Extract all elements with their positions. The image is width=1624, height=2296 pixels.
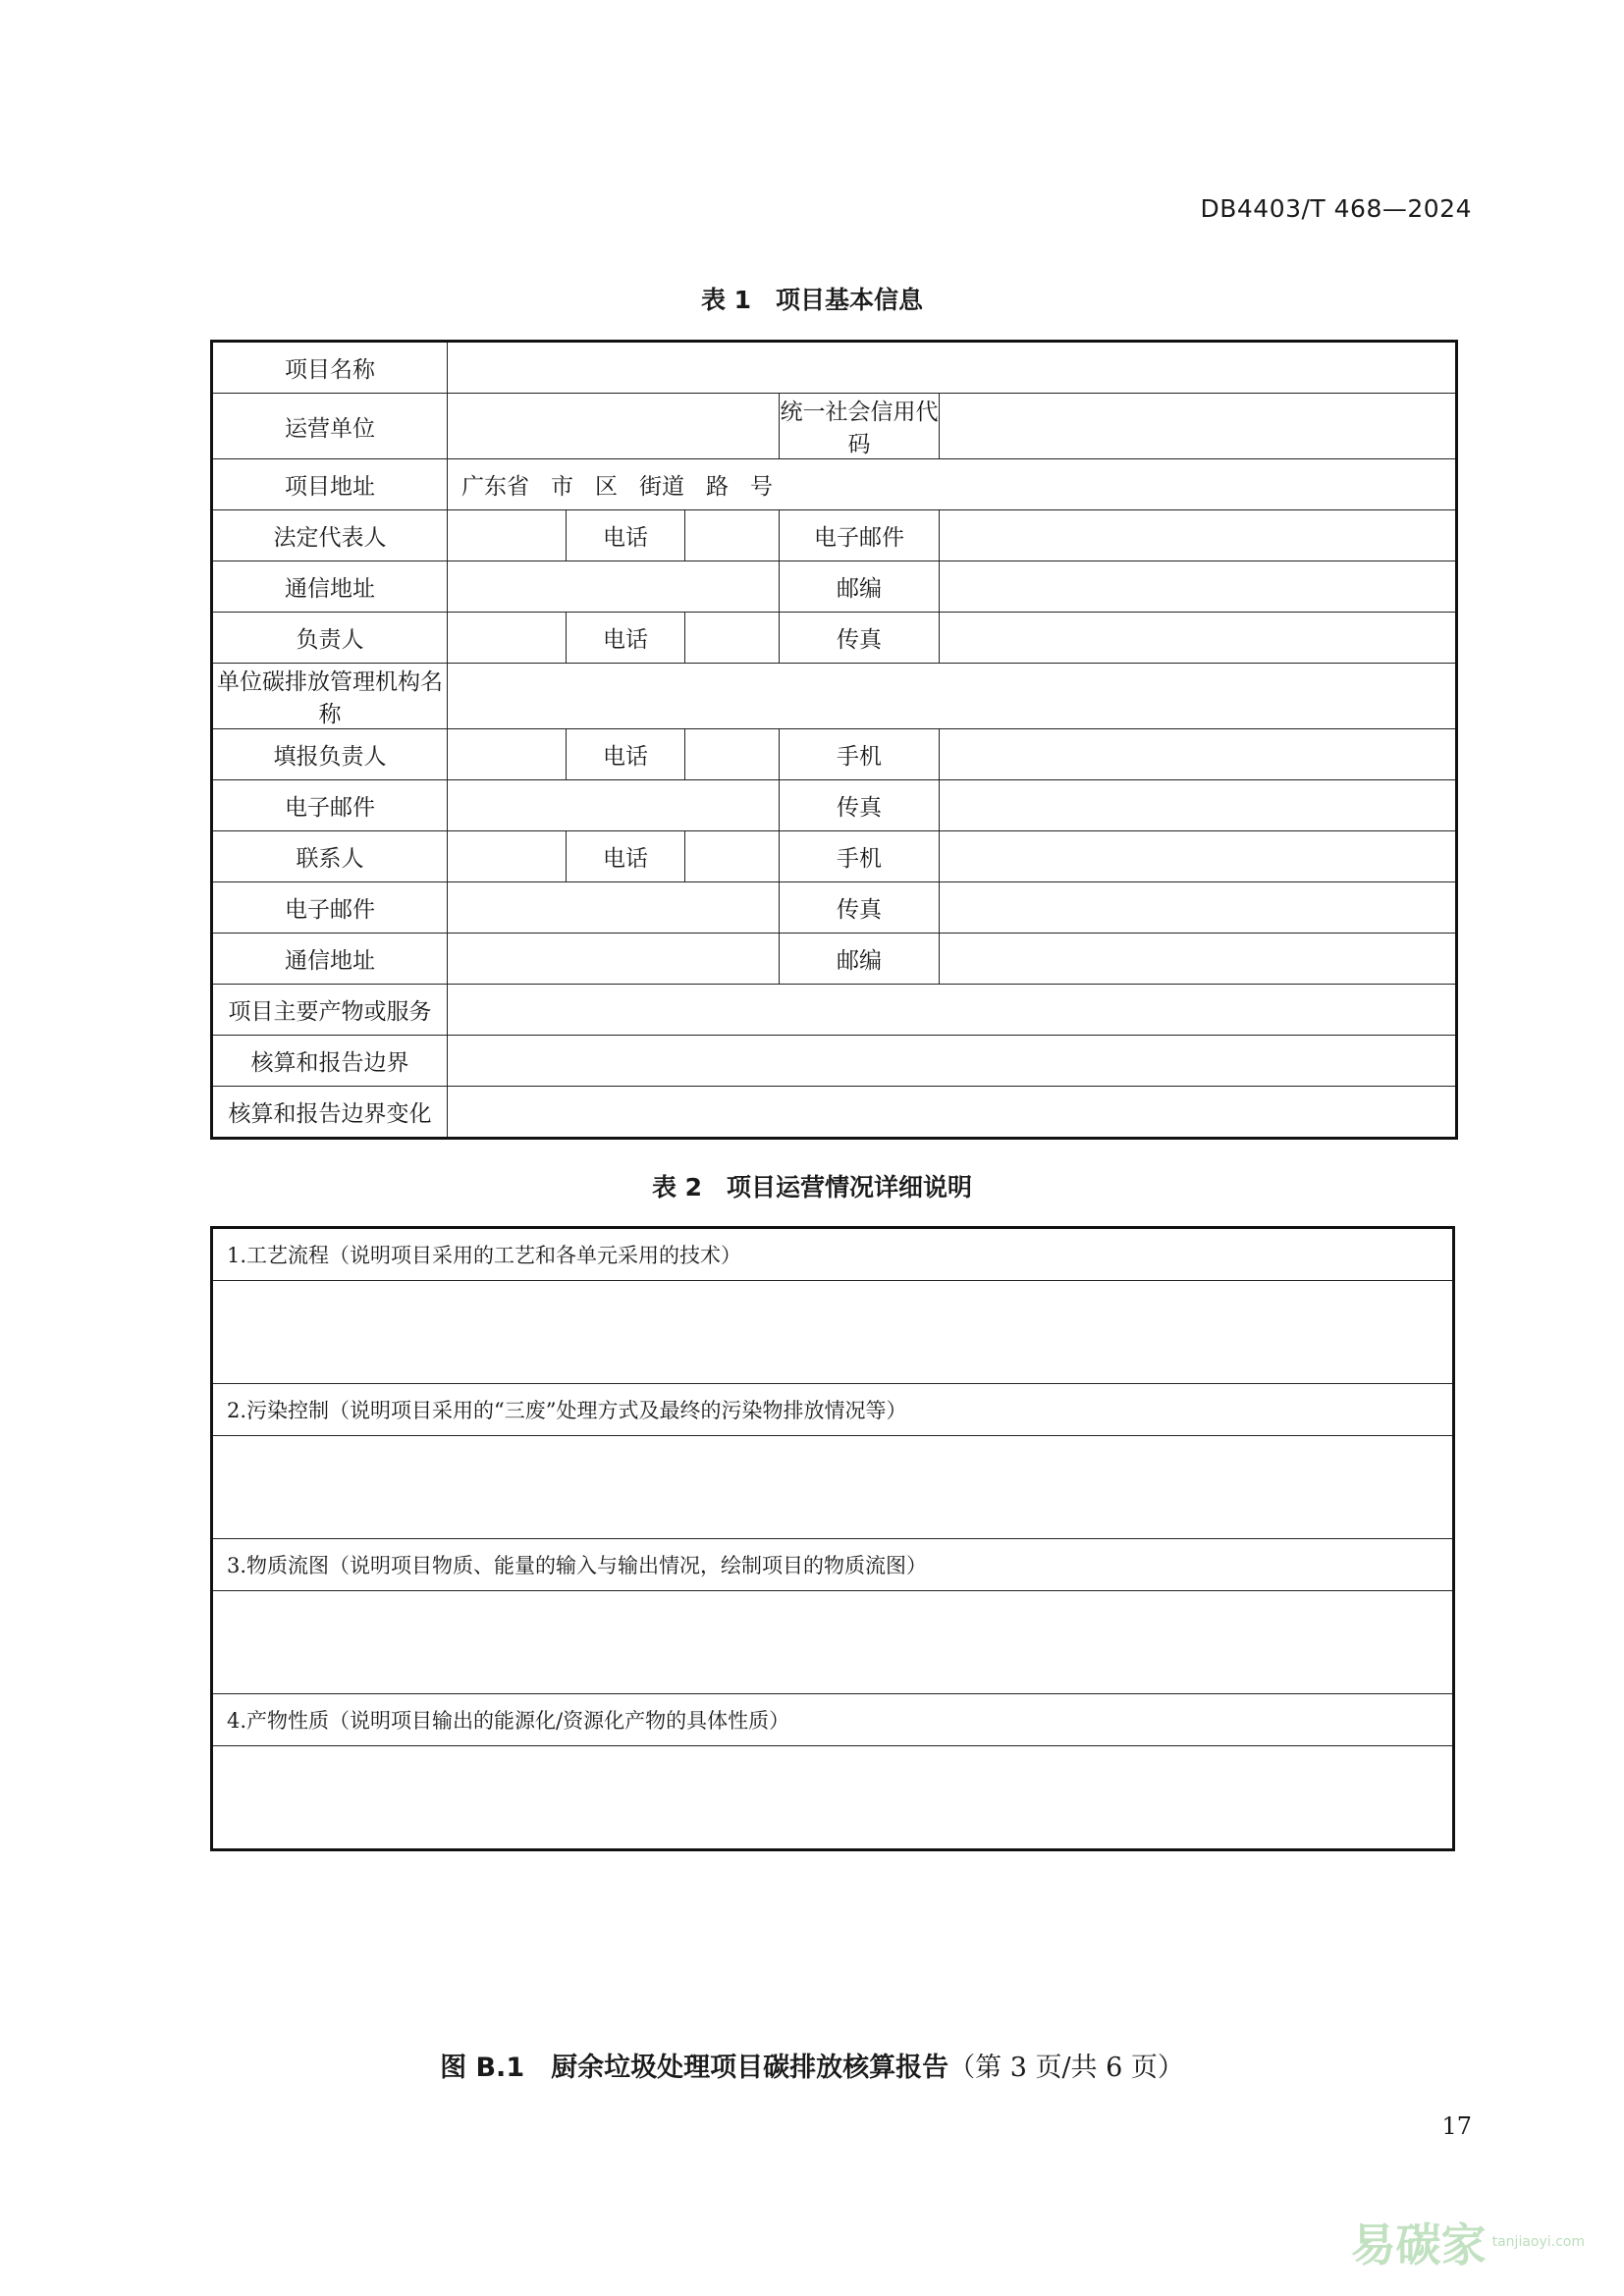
label-mobile: 手机	[780, 831, 940, 882]
value-phone[interactable]	[685, 613, 780, 664]
addr-city: 市	[551, 474, 573, 500]
table-row	[212, 729, 1457, 780]
label-postcode: 邮编	[780, 561, 940, 613]
watermark-logo-text: 易碳家	[1350, 2218, 1487, 2271]
table-row	[212, 1036, 1457, 1087]
table-row	[212, 1281, 1454, 1384]
value-fax[interactable]	[940, 613, 1457, 664]
table-row	[212, 780, 1457, 831]
table-row	[212, 1746, 1454, 1850]
label-mobile: 手机	[780, 729, 940, 780]
table-row	[212, 1591, 1454, 1694]
table-row	[212, 561, 1457, 613]
page-number: 17	[1441, 2112, 1472, 2140]
table-row	[212, 1539, 1454, 1591]
table-row	[212, 985, 1457, 1036]
table1-title: 表 1 项目基本信息	[700, 286, 924, 314]
watermark	[1351, 2210, 1585, 2274]
section-product-properties-content[interactable]	[212, 1746, 1454, 1850]
value-mobile[interactable]	[940, 831, 1457, 882]
table-row	[212, 934, 1457, 985]
label-person-in-charge: 负责人	[212, 613, 448, 664]
figure-caption-main: 图 B.1 厨余垃圾处理项目碳排放核算报告	[440, 2053, 949, 2083]
label-project-name: 项目名称	[212, 342, 448, 394]
section-pollution-control-heading: 2.污染控制（说明项目采用的“三废”处理方式及最终的污染物排放情况等）	[212, 1384, 1454, 1436]
label-operator: 运营单位	[212, 394, 448, 459]
table-row	[212, 510, 1457, 561]
label-postcode: 邮编	[780, 934, 940, 985]
table-row	[212, 831, 1457, 882]
value-mail-address[interactable]	[448, 561, 780, 613]
label-fax: 传真	[780, 613, 940, 664]
label-filler: 填报负责人	[212, 729, 448, 780]
figure-caption-page: （第 3 页/共 6 页）	[948, 2053, 1184, 2083]
value-boundary-change[interactable]	[448, 1087, 1457, 1139]
value-phone[interactable]	[685, 831, 780, 882]
value-fax[interactable]	[940, 780, 1457, 831]
table-row	[212, 882, 1457, 934]
label-email: 电子邮件	[780, 510, 940, 561]
table-row	[212, 394, 1457, 459]
addr-district: 区	[595, 474, 618, 500]
label-fax: 传真	[780, 780, 940, 831]
table-row	[212, 1384, 1454, 1436]
value-person-in-charge[interactable]	[448, 613, 567, 664]
value-email[interactable]	[940, 510, 1457, 561]
addr-province: 广东省	[461, 474, 529, 500]
label-email: 电子邮件	[212, 882, 448, 934]
table-row	[212, 613, 1457, 664]
value-postcode[interactable]	[940, 934, 1457, 985]
value-fax[interactable]	[940, 882, 1457, 934]
table2-title: 表 2 项目运营情况详细说明	[651, 1173, 973, 1201]
label-credit-code: 统一社会信用代码	[780, 394, 940, 459]
addr-number: 号	[750, 474, 773, 500]
standard-code: DB4403/T 468—2024	[1200, 194, 1472, 223]
value-email[interactable]	[448, 780, 780, 831]
value-main-products[interactable]	[448, 985, 1457, 1036]
label-boundary-change: 核算和报告边界变化	[212, 1087, 448, 1139]
value-credit-code[interactable]	[940, 394, 1457, 459]
table-row	[212, 664, 1457, 729]
section-process-flow-heading: 1.工艺流程（说明项目采用的工艺和各单元采用的技术）	[212, 1228, 1454, 1281]
value-legal-rep[interactable]	[448, 510, 567, 561]
value-mobile[interactable]	[940, 729, 1457, 780]
value-filler[interactable]	[448, 729, 567, 780]
value-boundary[interactable]	[448, 1036, 1457, 1087]
label-phone: 电话	[567, 729, 685, 780]
value-carbon-org[interactable]	[448, 664, 1457, 729]
label-phone: 电话	[567, 831, 685, 882]
label-main-products: 项目主要产物或服务	[212, 985, 448, 1036]
section-material-flow-heading: 3.物质流图（说明项目物质、能量的输入与输出情况，绘制项目的物质流图）	[212, 1539, 1454, 1591]
value-contact[interactable]	[448, 831, 567, 882]
section-material-flow-content[interactable]	[212, 1591, 1454, 1694]
section-product-properties-heading: 4.产物性质（说明项目输出的能源化/资源化产物的具体性质）	[212, 1694, 1454, 1746]
operation-details-table	[210, 1226, 1455, 1851]
label-address: 项目地址	[212, 459, 448, 510]
section-pollution-control-content[interactable]	[212, 1436, 1454, 1539]
label-legal-rep: 法定代表人	[212, 510, 448, 561]
table-row	[212, 1436, 1454, 1539]
label-phone: 电话	[567, 613, 685, 664]
value-email[interactable]	[448, 882, 780, 934]
label-carbon-org: 单位碳排放管理机构名称	[212, 664, 448, 729]
label-fax: 传真	[780, 882, 940, 934]
section-process-flow-content[interactable]	[212, 1281, 1454, 1384]
label-boundary: 核算和报告边界	[212, 1036, 448, 1087]
label-contact: 联系人	[212, 831, 448, 882]
value-mail-address[interactable]	[448, 934, 780, 985]
addr-road: 路	[706, 474, 729, 500]
value-address[interactable]	[448, 459, 1457, 510]
table-row	[212, 459, 1457, 510]
value-postcode[interactable]	[940, 561, 1457, 613]
table-row	[212, 1694, 1454, 1746]
label-phone: 电话	[567, 510, 685, 561]
watermark-url: tanjiaoyi.com	[1491, 2234, 1585, 2250]
project-basic-info-table	[210, 340, 1458, 1140]
table-row	[212, 342, 1457, 394]
value-project-name[interactable]	[448, 342, 1457, 394]
value-phone[interactable]	[685, 729, 780, 780]
figure-caption	[0, 2046, 1624, 2084]
value-operator[interactable]	[448, 394, 780, 459]
value-phone[interactable]	[685, 510, 780, 561]
label-mail-address: 通信地址	[212, 934, 448, 985]
table-row	[212, 1087, 1457, 1139]
addr-street: 街道	[639, 474, 684, 500]
label-mail-address: 通信地址	[212, 561, 448, 613]
table-row	[212, 1228, 1454, 1281]
label-email: 电子邮件	[212, 780, 448, 831]
